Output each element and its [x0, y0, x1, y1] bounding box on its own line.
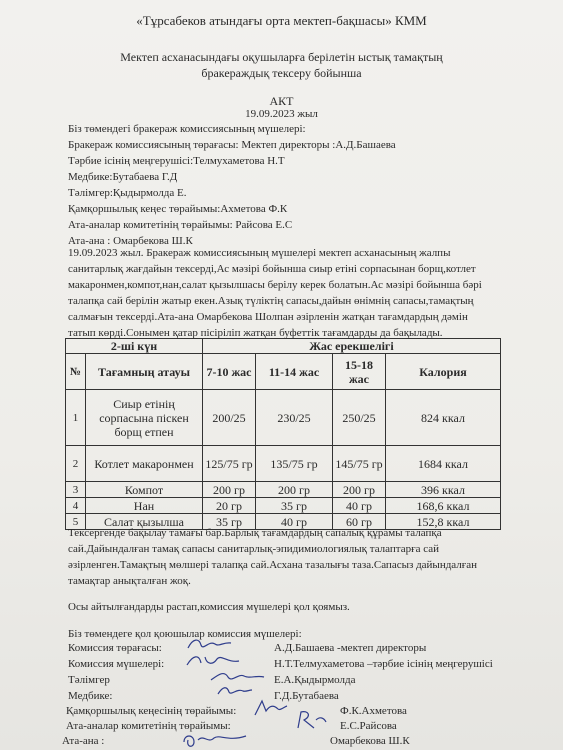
row-number: 5: [66, 514, 86, 530]
col-number-header: №: [66, 354, 86, 390]
row-age-15-18: 200 гр: [333, 482, 386, 498]
row-age-11-14: 135/75 гр: [256, 446, 333, 482]
signature-mark: [215, 682, 255, 700]
conclusion-line: әзірленген.Тамақтың мөлшері талапқа сай.Асхана тазалығы таза.Сапасыз дайындалған: [68, 559, 478, 571]
row-calorie: 1684 ккал: [386, 446, 501, 482]
signature-name: А.Д.Башаева -мектеп директоры: [274, 642, 427, 654]
row-age-11-14: 40 гр: [256, 514, 333, 530]
table-row: [66, 390, 501, 446]
signature-name: Омарбекова Ш.К: [330, 735, 410, 747]
conclusion-line: тамақтар анықталған жоқ.: [68, 575, 191, 587]
signature-role: Ата-аналар комитетінің төрайымы:: [66, 720, 231, 732]
table-row: [66, 498, 501, 514]
commission-member: Қамқоршылық кеңес төрайымы:Ахметова Ф.К: [68, 203, 288, 215]
signature-role: Ата-ана :: [62, 735, 105, 747]
confirm-text: Осы айтылғандарды растап,комиссия мүшелері қол қоямыз.: [68, 601, 350, 613]
col-calorie-header: Калория: [386, 354, 501, 390]
body-line: талапқа сай берілін жатыр екен.Азық түліктің сапасы,дайын өнімнің сапасы,тамақтың: [68, 295, 474, 307]
row-calorie: 396 ккал: [386, 482, 501, 498]
menu-table: [65, 338, 501, 530]
table-day-header: 2-ші күн: [66, 339, 203, 354]
row-age-7-10: 125/75 гр: [203, 446, 256, 482]
row-age-7-10: 200/25: [203, 390, 256, 446]
col-age-7-10-header: 7-10 жас: [203, 354, 256, 390]
body-line: санитарлық жағдайын тексерді,Ас мәзірі бойынша сиыр етіні сорпасынан борщ,котлет: [68, 263, 476, 275]
row-age-15-18: 145/75 гр: [333, 446, 386, 482]
row-age-11-14: 230/25: [256, 390, 333, 446]
subject-line-1: Мектеп асханасындағы оқушыларға берілетін ыстық тамақтың: [120, 50, 443, 64]
table-row: [66, 446, 501, 482]
col-name-header: Тағамның атауы: [86, 354, 203, 390]
body-line: макаронмен,компот,нан,салат қызылшасы берілу керек болатын.Ас мәзірі бойынша бәрі: [68, 279, 482, 291]
commission-member: Ата-ана : Омарбекова Ш.К: [68, 235, 193, 247]
row-age-7-10: 35 гр: [203, 514, 256, 530]
signature-name: Ф.К.Ахметова: [340, 705, 407, 717]
row-number: 1: [66, 390, 86, 446]
commission-member: Тәлімгер:Қыдырмолда Е.: [68, 187, 187, 199]
signature-mark: [180, 728, 250, 750]
signature-name: Е.С.Райсова: [340, 720, 397, 732]
row-number: 2: [66, 446, 86, 482]
school-name: «Тұрсабеков атындағы орта мектеп-бақшасы» КММ: [136, 13, 427, 28]
body-line: татып көрді.Сонымен қатар пісіріліп жатқан буфеттік тағамдарды да бақылады.: [68, 327, 443, 339]
row-dish: Салат қызылша: [86, 514, 203, 530]
table-row: [66, 482, 501, 498]
row-number: 3: [66, 482, 86, 498]
table-age-header: Жас ерекшелігі: [203, 339, 501, 354]
row-calorie: 824 ккал: [386, 390, 501, 446]
signature-mark: [292, 708, 330, 732]
signature-role: Комиссия мүшелері:: [68, 658, 165, 670]
col-age-11-14-header: 11-14 жас: [256, 354, 333, 390]
row-calorie: 168,6 ккал: [386, 498, 501, 514]
signature-name: Н.Т.Телмухаметова –тәрбие ісінің меңгерушісі: [274, 658, 493, 670]
body-line: салмағын тексерді.Ата-ана Омарбекова Шолпан әзірленін жатқан тағамдардың дәмін: [68, 311, 468, 323]
row-age-15-18: 60 гр: [333, 514, 386, 530]
signature-role: Комиссия төрағасы:: [68, 642, 162, 654]
signature-role: Тәлімгер: [68, 674, 110, 686]
col-age-15-18-header: 15-18 жас: [333, 354, 386, 390]
row-age-7-10: 200 гр: [203, 482, 256, 498]
conclusion-line: Тексергенде бақылау тамағы бар.Барлық тағамдардың сапалық құрамы талапқа: [68, 527, 442, 539]
signatures-intro: Біз төмендеге қол қоюшылар комиссия мүшелері:: [68, 628, 302, 640]
signature-name: Г.Д.Бутабаева: [274, 690, 339, 702]
row-dish: Котлет макаронмен: [86, 446, 203, 482]
commission-member: Тәрбие ісінің меңгерушісі:Телмухаметова Н.Т: [68, 155, 285, 167]
row-calorie: 152,8 ккал: [386, 514, 501, 530]
signature-role: Қамқоршылық кеңесінің төрайымы:: [66, 705, 237, 717]
subject-line-2: бракераждық тексеру бойынша: [201, 66, 362, 80]
signature-name: Е.А.Қыдырмолда: [274, 674, 356, 686]
act-title: АКТ: [269, 94, 294, 108]
act-date: 19.09.2023 жыл: [245, 108, 318, 120]
commission-member: Бракераж комиссиясының төрағасы: Мектеп директоры :А.Д.Башаева: [68, 139, 396, 151]
row-age-11-14: 35 гр: [256, 498, 333, 514]
row-dish: Нан: [86, 498, 203, 514]
row-number: 4: [66, 498, 86, 514]
body-line: 19.09.2023 жыл. Бракераж комиссиясының мүшелері мектеп асханасының жалпы: [68, 247, 451, 259]
signature-role: Медбике:: [68, 690, 113, 702]
row-dish: Сиыр етінің сорпасына піскен борщ етпен: [86, 390, 203, 446]
row-age-15-18: 40 гр: [333, 498, 386, 514]
row-dish: Компот: [86, 482, 203, 498]
signature-mark: [250, 697, 290, 719]
commission-member: Медбике:Бутабаева Г.Д: [68, 171, 178, 183]
row-age-11-14: 200 гр: [256, 482, 333, 498]
commission-member: Ата-аналар комитетінің төрайымы: Райсова Е.С: [68, 219, 293, 231]
row-age-7-10: 20 гр: [203, 498, 256, 514]
conclusion-line: сай.Дайындалған тамақ сапасы санитарлық-эпидимиологиялық талаптарға сай: [68, 543, 440, 555]
row-age-15-18: 250/25: [333, 390, 386, 446]
commission-intro: Біз төмендегі бракераж комиссиясының мүшелері:: [68, 123, 306, 135]
